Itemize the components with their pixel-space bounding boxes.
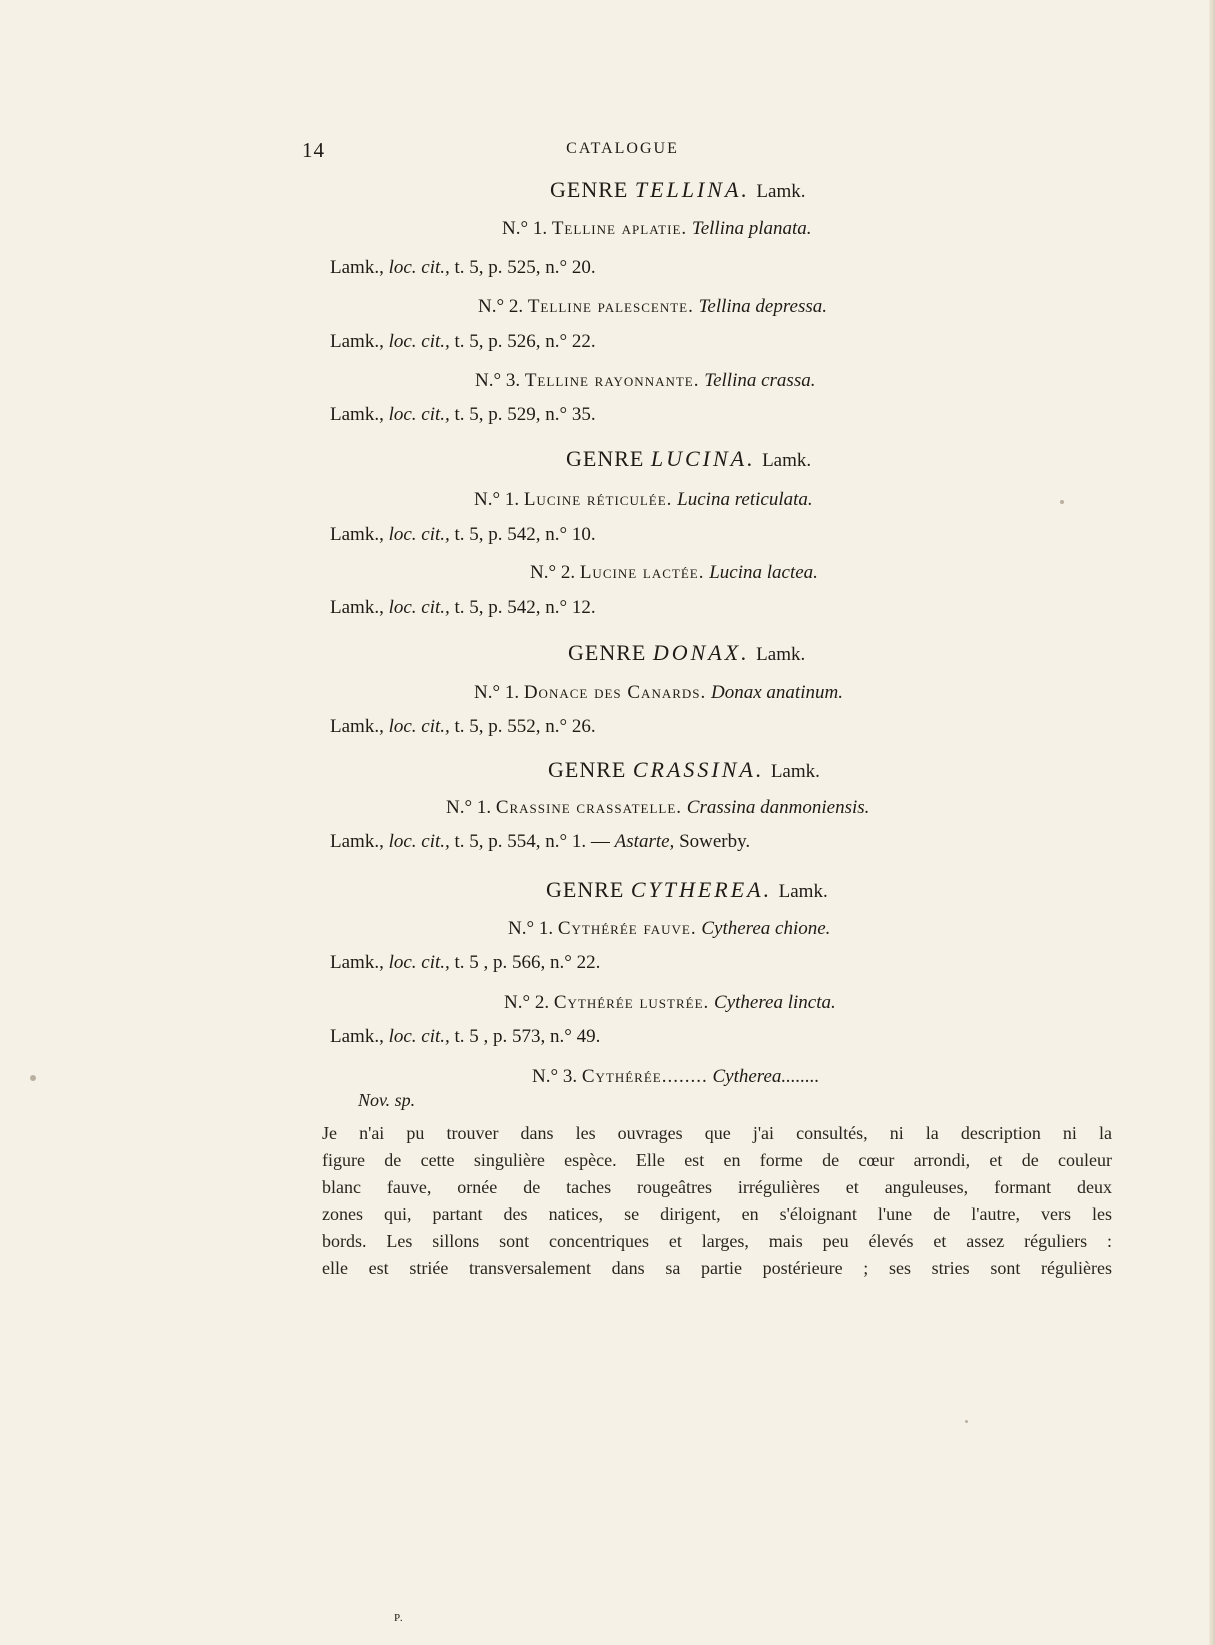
entry-french-name: Telline palescente.	[527, 296, 694, 317]
running-title: CATALOGUE	[566, 140, 679, 157]
ref-volume: t. 5, p. 542, n.° 12.	[454, 597, 596, 618]
ref-author: Lamk.,	[330, 1026, 384, 1047]
entry-french-name: Telline rayonnante.	[524, 370, 700, 391]
entry-cytherea-1	[508, 918, 830, 940]
genre-author: Lamk.	[778, 881, 828, 902]
description-line: bords. Les sillons sont concentriques et larges, mais peu élevés et assez réguliers :	[322, 1231, 1112, 1251]
entry-french-name: Crassine crassatelle.	[495, 797, 683, 818]
paper-speck	[1060, 500, 1064, 504]
genre-author: Lamk.	[770, 761, 820, 782]
ref-loc: loc. cit.,	[388, 831, 450, 852]
entry-number: N.° 2.	[504, 992, 550, 1013]
description-line: zones qui, partant des natices, se dirigent, en s'éloignant l'une de l'autre, vers les	[322, 1204, 1112, 1224]
entry-reference	[330, 831, 750, 853]
genre-label: GENRE	[566, 446, 645, 471]
entry-tellina-3	[475, 370, 815, 392]
ref-loc: loc. cit.,	[388, 331, 450, 352]
entry-cytherea-2	[504, 992, 836, 1014]
genre-heading-crassina	[548, 757, 820, 783]
ref-volume: t. 5, p. 542, n.° 10.	[454, 524, 596, 545]
ref-loc: loc. cit.,	[388, 1026, 450, 1047]
entry-number: N.° 2.	[478, 296, 524, 317]
genre-heading-donax	[568, 640, 805, 666]
entry-latin-name: Cytherea lincta.	[714, 992, 836, 1013]
entry-latin-name: Tellina planata.	[691, 218, 812, 239]
entry-latin-name: Donax anatinum.	[711, 682, 843, 703]
description-line: elle est striée transversalement dans sa partie postérieure ; ses stries sont régulières	[322, 1258, 1112, 1278]
genre-name: LUCINA.	[650, 446, 756, 471]
ref-volume: t. 5, p. 526, n.° 22.	[454, 331, 596, 352]
ref-loc: loc. cit.,	[388, 404, 450, 425]
genre-label: GENRE	[568, 640, 647, 665]
genre-name: CYTHEREA.	[630, 877, 773, 902]
genre-author: Lamk.	[762, 450, 812, 471]
genre-name: TELLINA.	[634, 177, 750, 202]
ref-synonym-author: Sowerby.	[679, 831, 751, 852]
entry-latin-name: Cytherea chione.	[701, 918, 831, 939]
ref-author: Lamk.,	[330, 597, 384, 618]
ref-author: Lamk.,	[330, 716, 384, 737]
ref-volume: t. 5 , p. 566, n.° 22.	[454, 952, 601, 973]
entry-number: N.° 2.	[530, 562, 576, 583]
entry-number: N.° 3.	[475, 370, 521, 391]
paper-speck	[30, 1075, 36, 1081]
entry-number: N.° 1.	[474, 682, 520, 703]
entry-reference	[330, 524, 596, 546]
ref-volume: t. 5 , p. 573, n.° 49.	[454, 1026, 601, 1047]
entry-number: N.° 1.	[446, 797, 492, 818]
description-line: blanc fauve, ornée de taches rougeâtres irrégulières et anguleuses, formant deux	[322, 1177, 1112, 1197]
ref-synonym: Astarte,	[614, 831, 675, 852]
entry-latin-name: Crassina danmoniensis.	[686, 797, 870, 818]
entry-latin-name: Tellina depressa.	[698, 296, 828, 317]
entry-number: N.° 1.	[474, 489, 520, 510]
entry-lucina-1	[474, 489, 813, 511]
genre-label: GENRE	[550, 177, 629, 202]
ref-loc: loc. cit.,	[388, 952, 450, 973]
entry-french-name: Lucine lactée.	[579, 562, 705, 583]
ref-volume: t. 5, p. 552, n.° 26.	[454, 716, 596, 737]
entry-french-name: Cythérée fauve.	[557, 918, 697, 939]
genre-heading-lucina	[566, 446, 811, 472]
page-number: 14	[302, 138, 325, 162]
ref-author: Lamk.,	[330, 404, 384, 425]
entry-reference	[330, 404, 596, 426]
entry-nov-sp: Nov. sp.	[358, 1090, 416, 1110]
entry-french-name: Cythérée lustrée.	[553, 992, 710, 1013]
ref-author: Lamk.,	[330, 831, 384, 852]
entry-latin-name: Cytherea........	[712, 1066, 820, 1087]
entry-french-name: Telline aplatie.	[551, 218, 688, 239]
entry-reference	[330, 597, 596, 619]
genre-heading-tellina	[550, 177, 806, 203]
entry-reference	[330, 716, 596, 738]
entry-french-name: Cythérée........	[581, 1066, 708, 1087]
entry-crassina-1	[446, 797, 869, 819]
ref-author: Lamk.,	[330, 331, 384, 352]
genre-heading-cytherea	[546, 877, 828, 903]
entry-latin-name: Tellina crassa.	[704, 370, 816, 391]
entry-number: N.° 3.	[532, 1066, 578, 1087]
genre-label: GENRE	[548, 757, 627, 782]
genre-label: GENRE	[546, 877, 625, 902]
entry-reference	[330, 1026, 600, 1048]
ref-loc: loc. cit.,	[388, 716, 450, 737]
entry-french-name: Lucine réticulée.	[523, 489, 673, 510]
entry-latin-name: Lucina reticulata.	[677, 489, 813, 510]
ref-loc: loc. cit.,	[388, 257, 450, 278]
description-line: figure de cette singulière espèce. Elle est en forme de cœur arrondi, et de couleur	[322, 1150, 1112, 1170]
entry-reference	[330, 331, 596, 353]
description-line: Je n'ai pu trouver dans les ouvrages que j'ai consultés, ni la description ni la	[322, 1123, 1112, 1143]
entry-lucina-2	[530, 562, 818, 584]
ref-volume: t. 5, p. 554, n.° 1. —	[454, 831, 610, 852]
description-paragraph	[322, 1120, 1112, 1282]
page-edge	[1209, 0, 1215, 1645]
ref-volume: t. 5, p. 529, n.° 35.	[454, 404, 596, 425]
ref-author: Lamk.,	[330, 524, 384, 545]
printer-signature: P.	[394, 1612, 404, 1624]
genre-name: CRASSINA.	[632, 757, 765, 782]
paper-speck	[965, 1420, 968, 1423]
entry-tellina-2	[478, 296, 827, 318]
entry-number: N.° 1.	[502, 218, 548, 239]
entry-reference	[330, 952, 600, 974]
entry-latin-name: Lucina lactea.	[709, 562, 818, 583]
entry-tellina-1	[502, 218, 812, 240]
genre-author: Lamk.	[756, 644, 806, 665]
ref-author: Lamk.,	[330, 952, 384, 973]
entry-french-name: Donace des Canards.	[523, 682, 707, 703]
ref-loc: loc. cit.,	[388, 597, 450, 618]
entry-cytherea-3	[532, 1066, 819, 1088]
entry-reference	[330, 257, 596, 279]
ref-loc: loc. cit.,	[388, 524, 450, 545]
ref-author: Lamk.,	[330, 257, 384, 278]
ref-volume: t. 5, p. 525, n.° 20.	[454, 257, 596, 278]
genre-author: Lamk.	[756, 181, 806, 202]
genre-name: DONAX.	[652, 640, 750, 665]
entry-number: N.° 1.	[508, 918, 554, 939]
entry-donax-1	[474, 682, 843, 704]
